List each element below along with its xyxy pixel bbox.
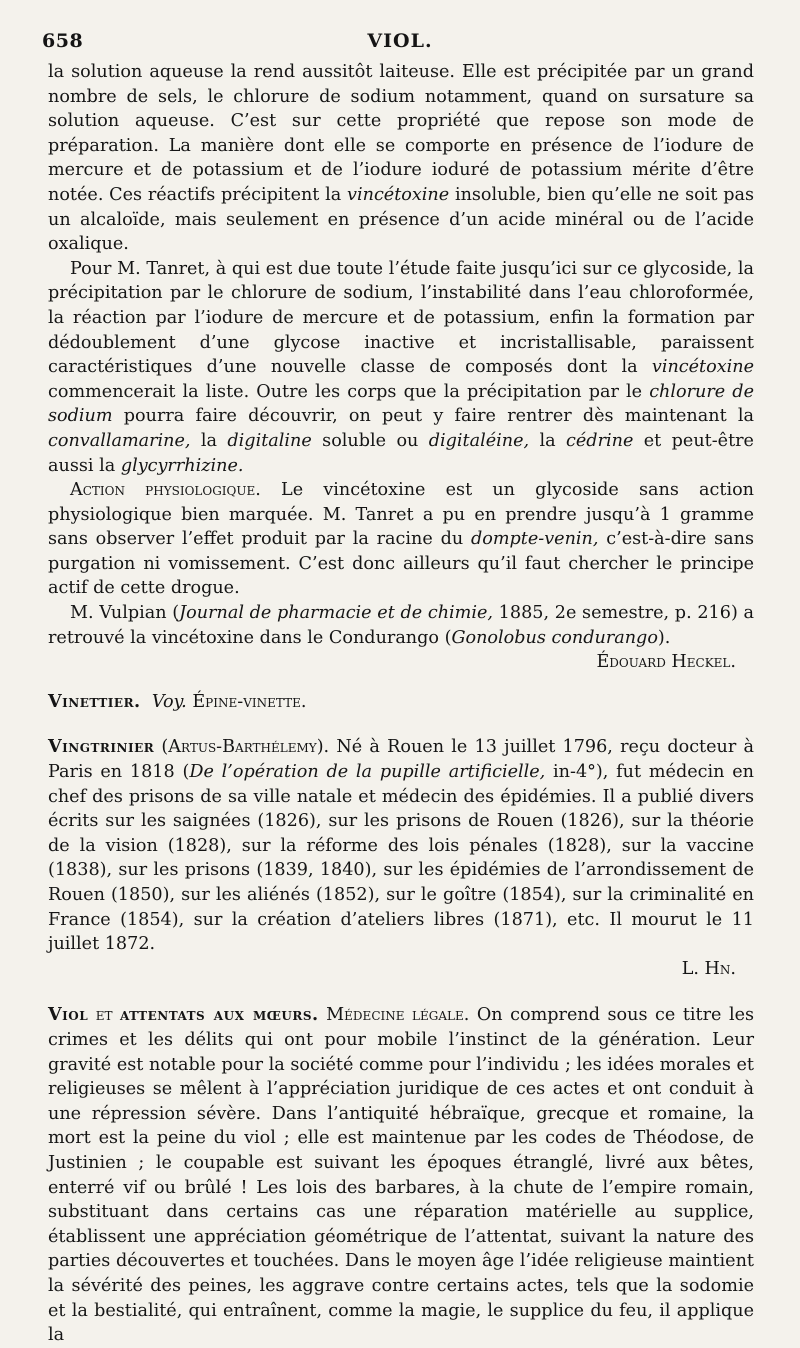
text: et <box>88 1005 120 1026</box>
spacer <box>48 714 754 735</box>
author-signature: L. Hn. <box>681 958 736 979</box>
headword: Vinettier. <box>48 690 141 712</box>
text: M. Vulpian ( <box>70 603 180 624</box>
text: insoluble, bien qu’elle ne soit pas un alcaloïde, mais seulement en présence d’un acide minéral ou de l’acide oxalique. <box>48 184 754 255</box>
text: On comprend sous ce titre les crimes et les délits qui ont pour mobile l’instinct de la génération. Leur gravité est notable pour la société comme pour l’individu ; les idées morales et religieuses se mêlent à l’appréciation juridique de ces actes et ont conduit à une répression sévère. Dans l’antiquité hébraïque, grecque et romaine, la mort est la peine du viol ; elle est maintenue par les codes de Théodose, de Justinien ; le coupable est suivant les époques étranglé, livré aux bêtes, enterré vif ou brûlé ! Les lois des barbares, à la chute de l’empire romain, substituant dans certains cas une réparation matérielle au supplice, établissent une appréciation géométrique de l’attentat, suivant la nature des parties découvertes et touchées. Dans le moyen âge l’idée religieuse maintient la sévérité des peines, les aggrave contre certains actes, tels que la sodomie et la bestialité, qui entraînent, comme la magie, le supplice du feu, il applique la <box>48 1005 755 1346</box>
italic-title: De l’opération de la pupille artificielle, <box>189 762 546 783</box>
headword: attentats aux mœurs. <box>120 1004 319 1026</box>
text: in-4°), fut médecin en chef des prisons de sa ville natale et médecin des épidémies. Il a publié divers écrits sur les saignées (1826), sur les prisons de Rouen (1826), sur la théorie de la vision (1828), sur la réforme des lois pénales (1828), sur la vaccine (1838), sur les prisons (1839, 1840), sur les épidémies de l’arrondissement de Rouen (1850), sur les aliénés (1852), sur le goître (1854), sur la criminalité en France (1854), sur la création d’ateliers libres (1871), etc. Il mourut le 11 juillet 1872. <box>48 762 754 955</box>
text: pourra faire découvrir, on peut y faire rentrer dès maintenant la <box>112 406 754 427</box>
italic-term: Gonolobus condurango <box>451 627 658 648</box>
italic-term: cédrine <box>566 430 634 451</box>
page-header <box>0 30 800 56</box>
cross-reference: Épine-vinette. <box>192 691 307 712</box>
text: ). <box>657 627 671 648</box>
italic-term: vincétoxine <box>651 357 754 378</box>
text: commencerait la liste. Outre les corps que la précipitation par le <box>48 381 650 402</box>
spacer <box>48 981 754 1003</box>
text: et peut-être aussi la <box>48 430 754 476</box>
headword: Vingtrinier <box>48 736 155 758</box>
entry-vingtrinier <box>48 735 754 956</box>
text: la solution aqueuse la rend aussitôt laiteuse. Elle est précipitée par un grand nombre de sels, le chlorure de sodium notamment, quand on sursature sa solution aqueuse. C’est sur cette propriété que repose son mode de préparation. La manière dont elle se comporte en présence de l’iodure de mercure et de potassium et de l’iodure ioduré de potassium mérite d’être notée. Ces réactifs précipitent la <box>48 62 754 205</box>
italic-title: Journal de pharmacie et de chimie, <box>179 603 493 624</box>
section-label: Action physiologique. <box>70 480 261 501</box>
text: Né à Rouen le 13 juillet 1796, reçu docteur à Paris en 1818 ( <box>48 737 754 783</box>
entry-vinettier <box>48 690 754 715</box>
text: Le vincétoxine est un glycoside sans action physiologique bien marquée. M. Tanret a pu en prendre jusqu’à 1 gramme sans observer l’effet produit par la racine du <box>48 480 754 550</box>
italic-term: glycyrrhizine. <box>120 455 244 476</box>
text: Pour M. Tanret, à qui est due toute l’étude faite jusqu’ici sur ce glycoside, la précipitation par le chlorure de sodium, l’instabilité dans l’eau chloroformée, la réaction par l’iodure de mercure et de potassium, enfin la formation par dédoublement d’une glycose inactive et incristallisable, paraissent caractéristiques d’une nouvelle classe de composés dont la <box>48 258 754 378</box>
italic-term: digitaline <box>227 430 312 451</box>
page-number: 658 <box>42 30 84 52</box>
entry-viol <box>48 1003 754 1347</box>
italic-term: digitaléine, <box>428 430 530 451</box>
text: la <box>190 430 228 451</box>
text-body <box>48 60 754 1348</box>
paragraph-solution <box>48 60 754 257</box>
author-signature: Édouard Heckel. <box>596 652 736 673</box>
headword: Viol <box>48 1004 89 1026</box>
paragraph-tanret <box>48 257 754 478</box>
spacer <box>48 675 754 690</box>
paragraph-action-physiologique <box>48 478 754 601</box>
italic-term: chlorure de sodium <box>48 381 754 427</box>
person-name: (Artus-Barthélemy). <box>154 737 330 758</box>
italic-term: convallamarine, <box>48 430 191 451</box>
text: soluble ou <box>311 430 429 451</box>
text: la <box>529 430 567 451</box>
paragraph-vulpian <box>48 601 754 650</box>
text: 1885, 2e semestre, p. 216) a retrouvé la vincétoxine dans le Condurango ( <box>48 603 755 648</box>
cross-reference-label: Voy. <box>151 691 187 712</box>
italic-term: vincétoxine <box>347 184 450 205</box>
running-head: VIOL. <box>367 30 433 52</box>
text: c’est-à-dire sans purgation ni vomissement. C’est donc ailleurs qu’il faut chercher le principe actif de cette drogue. <box>48 529 754 599</box>
italic-term: dompte-venin, <box>470 529 599 550</box>
section-label: Médecine légale. <box>318 1005 470 1026</box>
